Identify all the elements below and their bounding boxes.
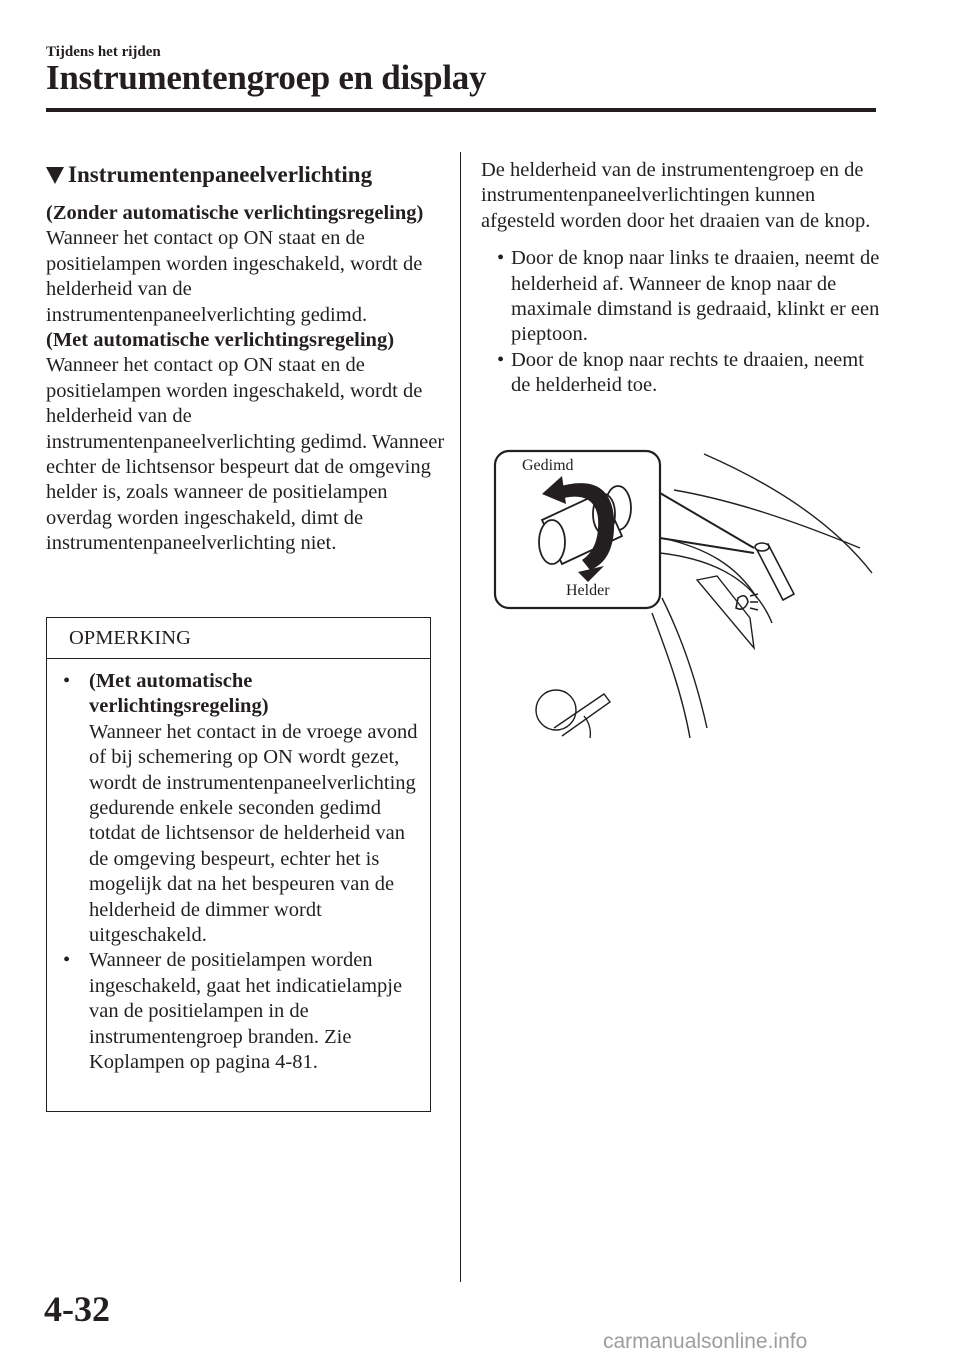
dimmer-knob-figure bbox=[492, 448, 882, 738]
right-column bbox=[481, 158, 881, 399]
column-divider bbox=[460, 152, 461, 1282]
dashboard-light-icon bbox=[736, 594, 758, 610]
bullet-icon: • bbox=[63, 670, 71, 692]
instruction-text: Door de knop naar rechts te draaien, neemt de helderheid toe. bbox=[511, 348, 864, 397]
label-bright: Helder bbox=[566, 582, 610, 599]
note-item bbox=[61, 948, 422, 1075]
section-label: Tijdens het rijden bbox=[46, 44, 161, 60]
section-heading-text: Instrumentenpaneelverlichting bbox=[68, 162, 373, 187]
callout-lines bbox=[660, 493, 754, 553]
instruction-item bbox=[481, 348, 881, 399]
note-item-heading: (Met automatische verlichtingsregeling) bbox=[89, 670, 269, 718]
subheading-with-auto: (Met automatische verlichtingsregeling) bbox=[46, 329, 395, 352]
intro-paragraph: De helderheid van de instrumentengroep en de instrumentenpaneelverlichtingen kunnen afgesteld worden door het draaien van de knop. bbox=[481, 159, 871, 232]
steering-column-icon bbox=[536, 690, 610, 738]
bullet-icon: • bbox=[63, 949, 71, 972]
label-dimmed: Gedimd bbox=[522, 457, 574, 474]
triangle-marker-icon bbox=[46, 167, 64, 184]
subheading-without-auto: (Zonder automatische verlichtingsregeling) bbox=[46, 202, 424, 224]
note-title: OPMERKING bbox=[47, 618, 430, 659]
instruction-list bbox=[481, 246, 881, 398]
instruction-text: Door de knop naar links te draaien, neemt de helderheid af. Wanneer de knop naar de maximale dimstand is gedraaid, klinkt er een pieptoon. bbox=[511, 247, 880, 346]
paragraph-with-auto: Wanneer het contact op ON staat en de positielampen worden ingeschakeld, wordt de helderheid van de instrumentenpaneelverlichting gedimd. Wanneer echter de lichtsensor bespeurt dat de omgeving helder is, zoals wanneer de positielampen overdag worden ingeschakeld, dimt de instrumentenpaneelverlichting niet. bbox=[46, 354, 445, 555]
watermark: carmanualsonline.info bbox=[603, 1330, 808, 1353]
paragraph-without-auto: Wanneer het contact op ON staat en de positielampen worden ingeschakeld, wordt de helderheid van de instrumentenpaneelverlichting gedimd. bbox=[46, 227, 423, 326]
bullet-icon: • bbox=[497, 348, 505, 371]
lever-pin-icon bbox=[755, 543, 794, 600]
note-item-text: Wanneer de positielampen worden ingeschakeld, gaat het indicatielampje van de positielampen in de instrumentengroep branden. Zie Koplampen op pagina 4-81. bbox=[89, 949, 403, 1074]
note-box bbox=[46, 617, 431, 1112]
bullet-icon: • bbox=[497, 247, 505, 270]
instruction-item bbox=[481, 246, 881, 348]
note-item-text: Wanneer het contact in de vroege avond of bij schemering op ON wordt gezet, wordt de instrumentenpaneelverlichting gedurende enkele seconden gedimd totdat de lichtsensor de helderheid van de omgeving bespeurt, echter het is mogelijk dat na het bespeuren van de helderheid de dimmer wordt uitgeschakeld. bbox=[89, 720, 418, 947]
left-column bbox=[46, 158, 446, 557]
note-list bbox=[47, 659, 430, 1076]
dimmer-knob-illustration bbox=[492, 448, 882, 738]
section-heading bbox=[46, 161, 446, 189]
header-rule bbox=[46, 108, 876, 112]
note-item bbox=[61, 669, 422, 948]
chapter-title: Instrumentengroep en display bbox=[46, 58, 487, 97]
page-number: 4-32 bbox=[44, 1289, 110, 1329]
instrument-panel-lines bbox=[652, 454, 872, 738]
